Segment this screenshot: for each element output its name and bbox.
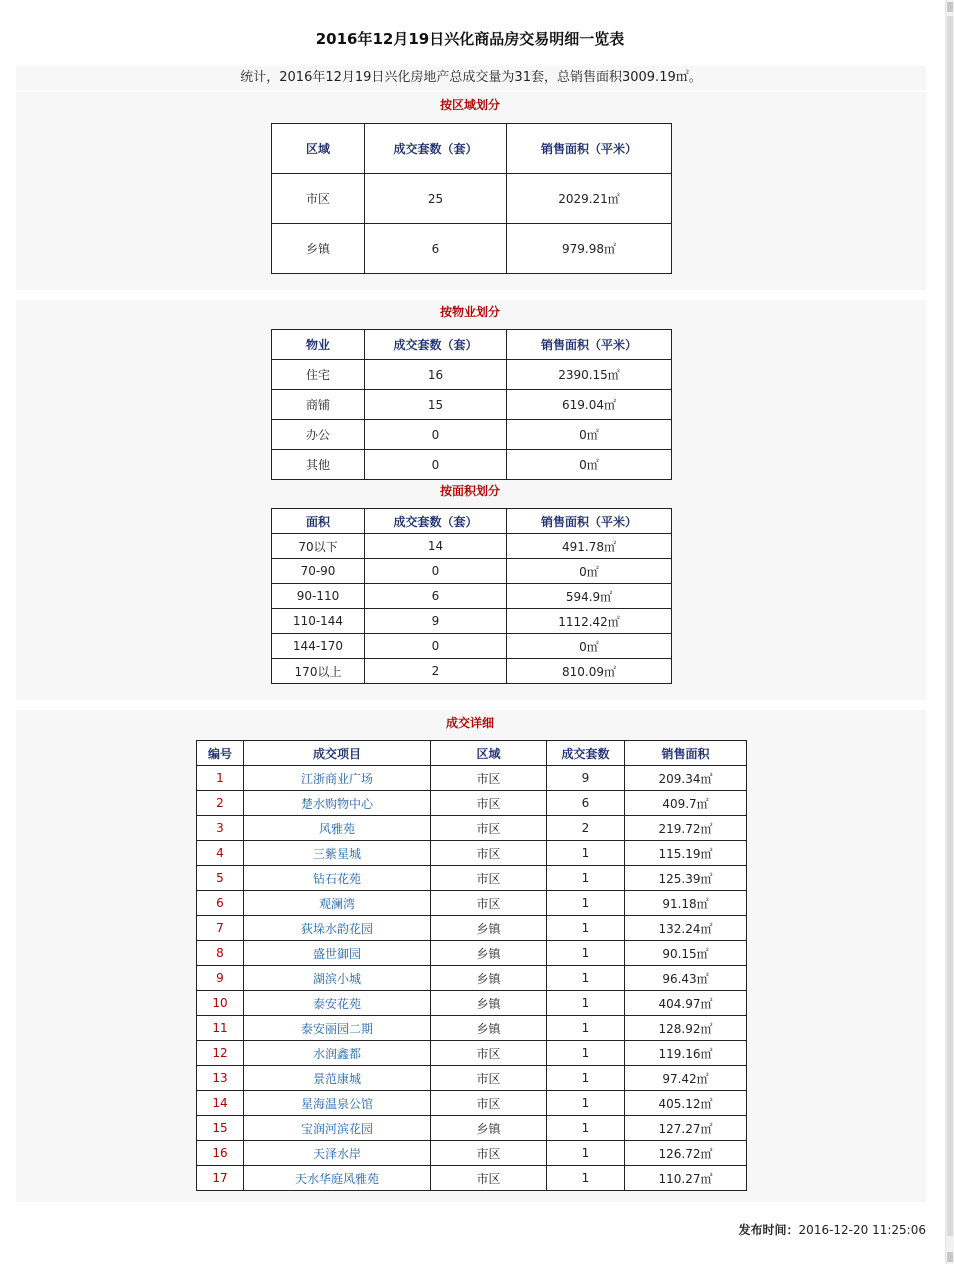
table-cell: 1 — [547, 1066, 625, 1091]
table-cell: 409.7㎡ — [625, 791, 747, 816]
table-row — [197, 816, 747, 841]
table-cell: 125.39㎡ — [625, 866, 747, 891]
project-link[interactable]: 泰安花苑 — [244, 991, 431, 1016]
table-cell: 市区 — [431, 1091, 547, 1116]
details-table-body — [197, 766, 747, 1191]
header-cell: 编号 — [197, 741, 244, 766]
table-cell: 144-170 — [272, 634, 365, 659]
row-number: 6 — [197, 891, 244, 916]
project-link[interactable]: 观澜湾 — [244, 891, 431, 916]
table-cell: 0㎡ — [507, 450, 672, 480]
table-cell: 市区 — [431, 791, 547, 816]
project-link[interactable]: 水润鑫都 — [244, 1041, 431, 1066]
table-row — [197, 866, 747, 891]
table-cell: 70以下 — [272, 534, 365, 559]
table-cell: 16 — [365, 360, 507, 390]
table-cell: 住宅 — [272, 360, 365, 390]
table-cell: 594.9㎡ — [507, 584, 672, 609]
table-cell: 810.09㎡ — [507, 659, 672, 684]
table-cell: 乡镇 — [431, 941, 547, 966]
publish-time-value: 2016-12-20 11:25:06 — [798, 1223, 926, 1237]
table-cell: 1 — [547, 916, 625, 941]
table-cell: 15 — [365, 390, 507, 420]
table-row — [272, 534, 672, 559]
property-section-title: 按物业划分 — [439, 305, 500, 319]
table-cell: 1112.42㎡ — [507, 609, 672, 634]
table-header-row — [272, 124, 672, 174]
table-cell: 0 — [365, 559, 507, 584]
table-cell: 209.34㎡ — [625, 766, 747, 791]
table-cell: 1 — [547, 866, 625, 891]
table-row — [197, 1141, 747, 1166]
table-row — [197, 1091, 747, 1116]
scroll-up-arrow-icon[interactable] — [947, 2, 953, 12]
row-number: 11 — [197, 1016, 244, 1041]
summary-text: 统计，2016年12月19日兴化房地产总成交量为31套，总销售面积3009.19㎡。 — [16, 66, 926, 90]
row-number: 14 — [197, 1091, 244, 1116]
table-cell: 25 — [365, 174, 507, 224]
header-cell: 销售面积（平米） — [507, 330, 672, 360]
table-row — [197, 1166, 747, 1191]
header-cell: 销售面积（平米） — [507, 124, 672, 174]
table-cell: 9 — [547, 766, 625, 791]
table-cell: 1 — [547, 1091, 625, 1116]
table-row — [272, 584, 672, 609]
table-cell: 1 — [547, 1041, 625, 1066]
table-cell: 1 — [547, 1116, 625, 1141]
area-table — [271, 508, 672, 684]
table-cell: 乡镇 — [431, 1116, 547, 1141]
table-cell: 市区 — [431, 866, 547, 891]
table-cell: 14 — [365, 534, 507, 559]
region-section-title: 按区域划分 — [439, 98, 500, 112]
table-cell: 市区 — [431, 1166, 547, 1191]
table-cell: 乡镇 — [431, 966, 547, 991]
row-number: 5 — [197, 866, 244, 891]
table-cell: 491.78㎡ — [507, 534, 672, 559]
page-title: 2016年12月19日兴化商品房交易明细一览表 — [315, 30, 625, 48]
table-cell: 219.72㎡ — [625, 816, 747, 841]
table-cell: 办公 — [272, 420, 365, 450]
table-cell: 市区 — [272, 174, 365, 224]
table-row — [272, 360, 672, 390]
table-cell: 2029.21㎡ — [507, 174, 672, 224]
table-cell: 91.18㎡ — [625, 891, 747, 916]
project-link[interactable]: 湖滨小城 — [244, 966, 431, 991]
header-cell: 成交套数（套） — [365, 330, 507, 360]
row-number: 13 — [197, 1066, 244, 1091]
table-cell: 市区 — [431, 891, 547, 916]
table-cell: 市区 — [431, 816, 547, 841]
table-cell: 1 — [547, 1166, 625, 1191]
table-cell: 979.98㎡ — [507, 224, 672, 274]
project-link[interactable]: 风雅苑 — [244, 816, 431, 841]
table-cell: 市区 — [431, 1141, 547, 1166]
table-cell: 1 — [547, 841, 625, 866]
table-header-row — [272, 509, 672, 534]
project-link[interactable]: 天水华庭风雅苑 — [244, 1166, 431, 1191]
table-cell: 9 — [365, 609, 507, 634]
table-cell: 1 — [547, 941, 625, 966]
project-link[interactable]: 宝润河滨花园 — [244, 1116, 431, 1141]
table-row — [197, 1016, 747, 1041]
table-cell: 乡镇 — [431, 991, 547, 1016]
row-number: 7 — [197, 916, 244, 941]
row-number: 15 — [197, 1116, 244, 1141]
header-cell: 成交项目 — [244, 741, 431, 766]
project-link[interactable]: 泰安丽园二期 — [244, 1016, 431, 1041]
row-number: 4 — [197, 841, 244, 866]
table-row — [272, 659, 672, 684]
header-cell: 销售面积 — [625, 741, 747, 766]
row-number: 10 — [197, 991, 244, 1016]
header-cell: 区域 — [272, 124, 365, 174]
table-cell: 0㎡ — [507, 634, 672, 659]
row-number: 17 — [197, 1166, 244, 1191]
row-number: 2 — [197, 791, 244, 816]
table-row — [272, 174, 672, 224]
project-link[interactable]: 楚水购物中心 — [244, 791, 431, 816]
table-cell: 2390.15㎡ — [507, 360, 672, 390]
table-row — [197, 966, 747, 991]
area-section-title: 按面积划分 — [439, 484, 500, 498]
table-row — [197, 1066, 747, 1091]
table-cell: 2 — [365, 659, 507, 684]
table-cell: 6 — [547, 791, 625, 816]
header-cell: 面积 — [272, 509, 365, 534]
project-link[interactable]: 钻石花苑 — [244, 866, 431, 891]
table-row — [197, 841, 747, 866]
property-table — [271, 329, 672, 480]
table-cell: 乡镇 — [431, 1016, 547, 1041]
table-cell: 0 — [365, 420, 507, 450]
row-number: 16 — [197, 1141, 244, 1166]
table-cell: 1 — [547, 1141, 625, 1166]
table-cell: 市区 — [431, 1041, 547, 1066]
table-cell: 90-110 — [272, 584, 365, 609]
table-cell: 0 — [365, 450, 507, 480]
header-cell: 成交套数（套） — [365, 124, 507, 174]
table-cell: 乡镇 — [431, 916, 547, 941]
table-cell: 97.42㎡ — [625, 1066, 747, 1091]
table-cell: 市区 — [431, 1066, 547, 1091]
details-table — [196, 740, 747, 1191]
table-row — [197, 1116, 747, 1141]
table-cell: 127.27㎡ — [625, 1116, 747, 1141]
table-row — [197, 991, 747, 1016]
table-cell: 其他 — [272, 450, 365, 480]
vertical-scrollbar[interactable] — [945, 0, 954, 1264]
scroll-thumb[interactable] — [947, 16, 953, 1236]
header-cell: 成交套数 — [547, 741, 625, 766]
table-cell: 115.19㎡ — [625, 841, 747, 866]
table-cell: 乡镇 — [272, 224, 365, 274]
table-row — [272, 634, 672, 659]
table-cell: 128.92㎡ — [625, 1016, 747, 1041]
table-cell: 110.27㎡ — [625, 1166, 747, 1191]
table-row — [272, 224, 672, 274]
table-row — [272, 390, 672, 420]
project-link[interactable]: 三紫星城 — [244, 841, 431, 866]
table-row — [272, 609, 672, 634]
row-number: 1 — [197, 766, 244, 791]
table-cell: 0㎡ — [507, 559, 672, 584]
table-cell: 市区 — [431, 841, 547, 866]
table-row — [197, 1041, 747, 1066]
row-number: 9 — [197, 966, 244, 991]
project-link[interactable]: 天泽水岸 — [244, 1141, 431, 1166]
table-cell: 110-144 — [272, 609, 365, 634]
row-number: 8 — [197, 941, 244, 966]
table-row — [272, 450, 672, 480]
table-row — [272, 559, 672, 584]
header-cell: 成交套数（套） — [365, 509, 507, 534]
table-cell: 1 — [547, 891, 625, 916]
table-cell: 0㎡ — [507, 420, 672, 450]
table-cell: 6 — [365, 224, 507, 274]
table-cell: 404.97㎡ — [625, 991, 747, 1016]
publish-time-label: 发布时间： — [738, 1223, 799, 1237]
table-cell: 市区 — [431, 766, 547, 791]
region-table — [271, 123, 672, 274]
table-row — [197, 941, 747, 966]
table-cell: 405.12㎡ — [625, 1091, 747, 1116]
table-row — [197, 891, 747, 916]
project-link[interactable]: 江浙商业广场 — [244, 766, 431, 791]
table-cell: 商铺 — [272, 390, 365, 420]
table-cell: 1 — [547, 991, 625, 1016]
table-row — [197, 766, 747, 791]
table-cell: 96.43㎡ — [625, 966, 747, 991]
table-cell: 619.04㎡ — [507, 390, 672, 420]
row-number: 12 — [197, 1041, 244, 1066]
header-cell: 区域 — [431, 741, 547, 766]
project-link[interactable]: 星海温泉公馆 — [244, 1091, 431, 1116]
table-row — [197, 916, 747, 941]
table-cell: 70-90 — [272, 559, 365, 584]
project-link[interactable]: 景范康城 — [244, 1066, 431, 1091]
publish-time — [739, 1221, 926, 1238]
table-cell: 119.16㎡ — [625, 1041, 747, 1066]
header-cell: 销售面积（平米） — [507, 509, 672, 534]
table-cell: 1 — [547, 1016, 625, 1041]
table-header-row — [197, 741, 747, 766]
table-row — [197, 791, 747, 816]
table-cell: 126.72㎡ — [625, 1141, 747, 1166]
table-cell: 90.15㎡ — [625, 941, 747, 966]
row-number: 3 — [197, 816, 244, 841]
table-cell: 1 — [547, 966, 625, 991]
table-cell: 132.24㎡ — [625, 916, 747, 941]
details-section-title: 成交详细 — [445, 716, 494, 730]
table-cell: 6 — [365, 584, 507, 609]
header-cell: 物业 — [272, 330, 365, 360]
table-cell: 2 — [547, 816, 625, 841]
table-cell: 170以上 — [272, 659, 365, 684]
table-cell: 0 — [365, 634, 507, 659]
project-link[interactable]: 盛世御园 — [244, 941, 431, 966]
scroll-down-arrow-icon[interactable] — [947, 1252, 953, 1262]
table-row — [272, 420, 672, 450]
project-link[interactable]: 荻垛水韵花园 — [244, 916, 431, 941]
table-header-row — [272, 330, 672, 360]
